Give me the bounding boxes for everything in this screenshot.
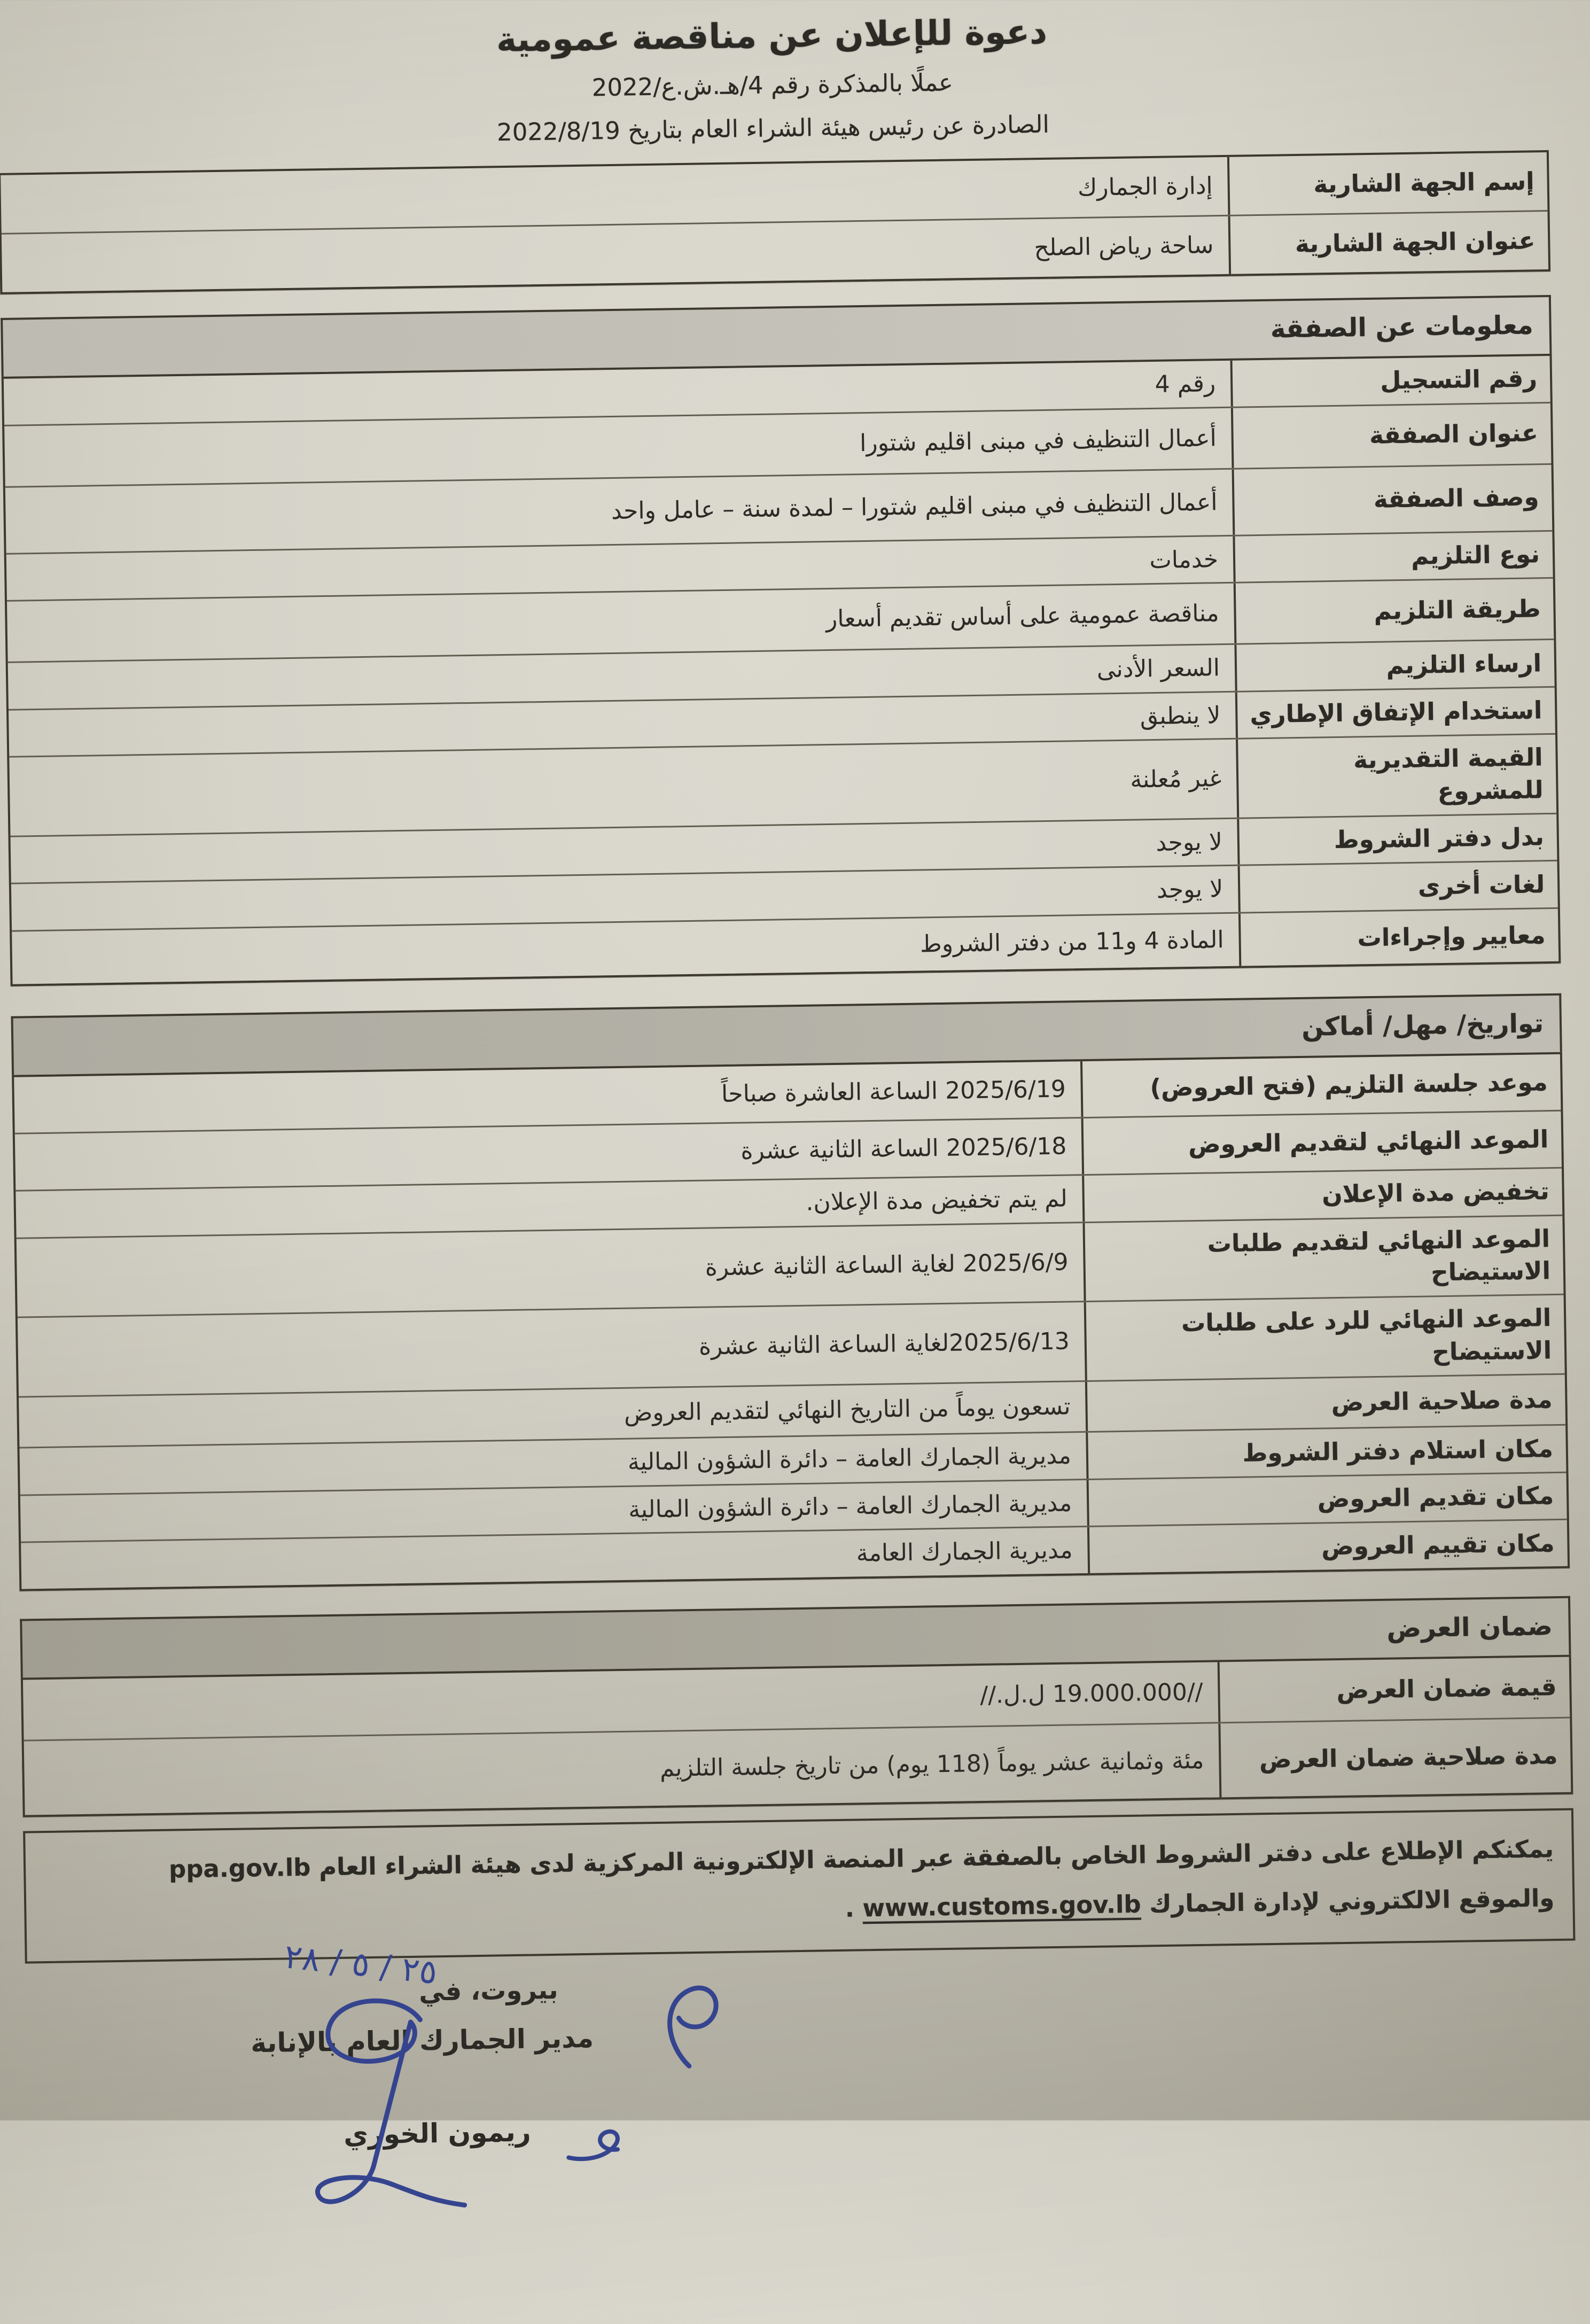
- ink-mark-small: [562, 2118, 632, 2173]
- row-label: استخدام الإتفاق الإطاري: [1235, 688, 1555, 738]
- row-value: //19.000.000 ل.ل.//: [980, 1678, 1203, 1709]
- row-label: مدة صلاحية ضمان العرض: [1218, 1719, 1571, 1798]
- footer-note-line1: يمكنكم الإطلاع على دفتر الشروط الخاص بالصفقة عبر المنصة الإلكترونية المركزية لدى هيئة الشراء العام ppa.gov.lb: [168, 1835, 1554, 1884]
- row-value: مناقصة عمومية على أساس تقديم أسعار: [825, 600, 1219, 633]
- row-label: إسم الجهة الشارية: [1227, 152, 1548, 215]
- row-label: وصف الصفقة: [1232, 465, 1553, 535]
- page-subtitle-issuer: الصادرة عن رئيس هيئة الشراء العام بتاريخ 2022/8/19: [496, 110, 1050, 147]
- buyer-table: [0, 150, 1550, 294]
- page-title: دعوة للإعلان عن مناقصة عمومية: [496, 12, 1048, 60]
- section-header-bid-guarantee: ضمان العرض: [20, 1596, 1571, 1678]
- row-value: لا ينطبق: [1140, 701, 1221, 730]
- row-value: السعر الأدنى: [1096, 654, 1220, 683]
- row-value: المادة 4 و11 من دفتر الشروط: [919, 926, 1225, 958]
- handwritten-date: ٢٥ / ٥ / ٢٨: [282, 1937, 439, 1992]
- customs-website-url: www.customs.gov.lb: [862, 1890, 1141, 1923]
- footer-note-line2-text: والموقع الالكتروني لإدارة الجمارك: [1141, 1884, 1555, 1918]
- footer-note-line2-suffix: .: [845, 1894, 863, 1923]
- row-label: الموعد النهائي لتقديم العروض: [1081, 1112, 1562, 1174]
- row-value: رقم 4: [1155, 370, 1216, 398]
- row-label: نوع التلزيم: [1233, 532, 1553, 582]
- row-label: تخفيض مدة الإعلان: [1082, 1169, 1562, 1222]
- page-subtitle-memo: عملًا بالمذكرة رقم 4/هـ.ش.ع/2022: [591, 68, 954, 102]
- row-value: 2025/6/13لغاية الساعة الثانية عشرة: [698, 1327, 1070, 1361]
- row-label: لغات أخرى: [1238, 861, 1558, 912]
- row-value: أعمال التنظيف في مبنى اقليم شتورا: [859, 424, 1217, 457]
- signature-block: [25, 1937, 1580, 2324]
- row-label: الموعد النهائي لتقديم طلبات الاستيضاح: [1082, 1216, 1563, 1301]
- signature-city-date-label: بيروت، في: [418, 1975, 559, 2008]
- row-label: قيمة ضمان العرض: [1218, 1657, 1570, 1722]
- row-value: مديرية الجمارك العامة – دائرة الشؤون المالية: [628, 1489, 1072, 1524]
- row-label: عنوان الجهة الشارية: [1228, 212, 1549, 274]
- row-value: إدارة الجمارك: [1077, 172, 1213, 202]
- row-value: لا يوجد: [1156, 828, 1223, 857]
- row-value: 2025/6/19 الساعة العاشرة صباحاً: [721, 1075, 1066, 1108]
- row-value: لا يوجد: [1156, 875, 1223, 904]
- section-header-deal-info: معلومات عن الصفقة: [1, 295, 1552, 377]
- row-label: معايير وإجراءات: [1238, 909, 1558, 966]
- row-label: القيمة التقديرية للمشروع: [1236, 735, 1556, 817]
- row-value: مديرية الجمارك العامة: [856, 1536, 1073, 1567]
- row-value: خدمات: [1149, 545, 1219, 574]
- row-value: مديرية الجمارك العامة – دائرة الشؤون المالية: [627, 1442, 1072, 1476]
- row-value: 2025/6/18 الساعة الثانية عشرة: [741, 1132, 1067, 1165]
- signatory-name: ريمون الخوري: [343, 2117, 532, 2151]
- row-label: بدل دفتر الشروط: [1237, 814, 1557, 865]
- signature-ink-scribble: [250, 1986, 478, 2225]
- row-value: مئة وثمانية عشر يوماً (118 يوم) من تاريخ جلسة التلزيم: [659, 1746, 1204, 1783]
- row-label: ارساء التلزيم: [1234, 640, 1554, 690]
- footer-note-box: [23, 1808, 1575, 1964]
- signatory-title: مدير الجمارك العام بالإنابة: [250, 2023, 594, 2059]
- dates-places-table: [12, 1052, 1570, 1591]
- bid-guarantee-table: [21, 1655, 1573, 1817]
- row-label: مكان تقييم العروض: [1087, 1520, 1568, 1573]
- row-value: ساحة رياض الصلح: [1034, 231, 1214, 262]
- title-block: [0, 5, 1548, 154]
- row-label: مكان استلام دفتر الشروط: [1086, 1426, 1566, 1479]
- row-label: رقم التسجيل: [1230, 356, 1550, 406]
- row-value: تسعون يوماً من التاريخ النهائي لتقديم العروض: [623, 1393, 1071, 1427]
- row-label: موعد جلسة التلزيم (فتح العروض): [1080, 1054, 1561, 1117]
- section-header-dates-places: تواريخ/ مهل/ أماكن: [11, 993, 1562, 1075]
- row-label: مكان تقديم العروض: [1087, 1473, 1567, 1526]
- deal-info-table: [2, 354, 1561, 986]
- row-label: طريقة التلزيم: [1234, 579, 1554, 643]
- row-label: مدة صلاحية العرض: [1085, 1375, 1565, 1431]
- row-value: 2025/6/9 لغاية الساعة الثانية عشرة: [705, 1248, 1069, 1281]
- row-label: الموعد النهائي للرد على طلبات الاستيضاح: [1084, 1295, 1565, 1380]
- row-value: أعمال التنظيف في مبنى اقليم شتورا – لمدة سنة – عامل واحد: [611, 488, 1218, 525]
- row-value: غير مُعلنة: [1130, 765, 1222, 794]
- row-value: لم يتم تخفيض مدة الإعلان.: [806, 1185, 1068, 1216]
- row-label: عنوان الصفقة: [1231, 403, 1552, 468]
- ink-mark-loop: [634, 1975, 737, 2072]
